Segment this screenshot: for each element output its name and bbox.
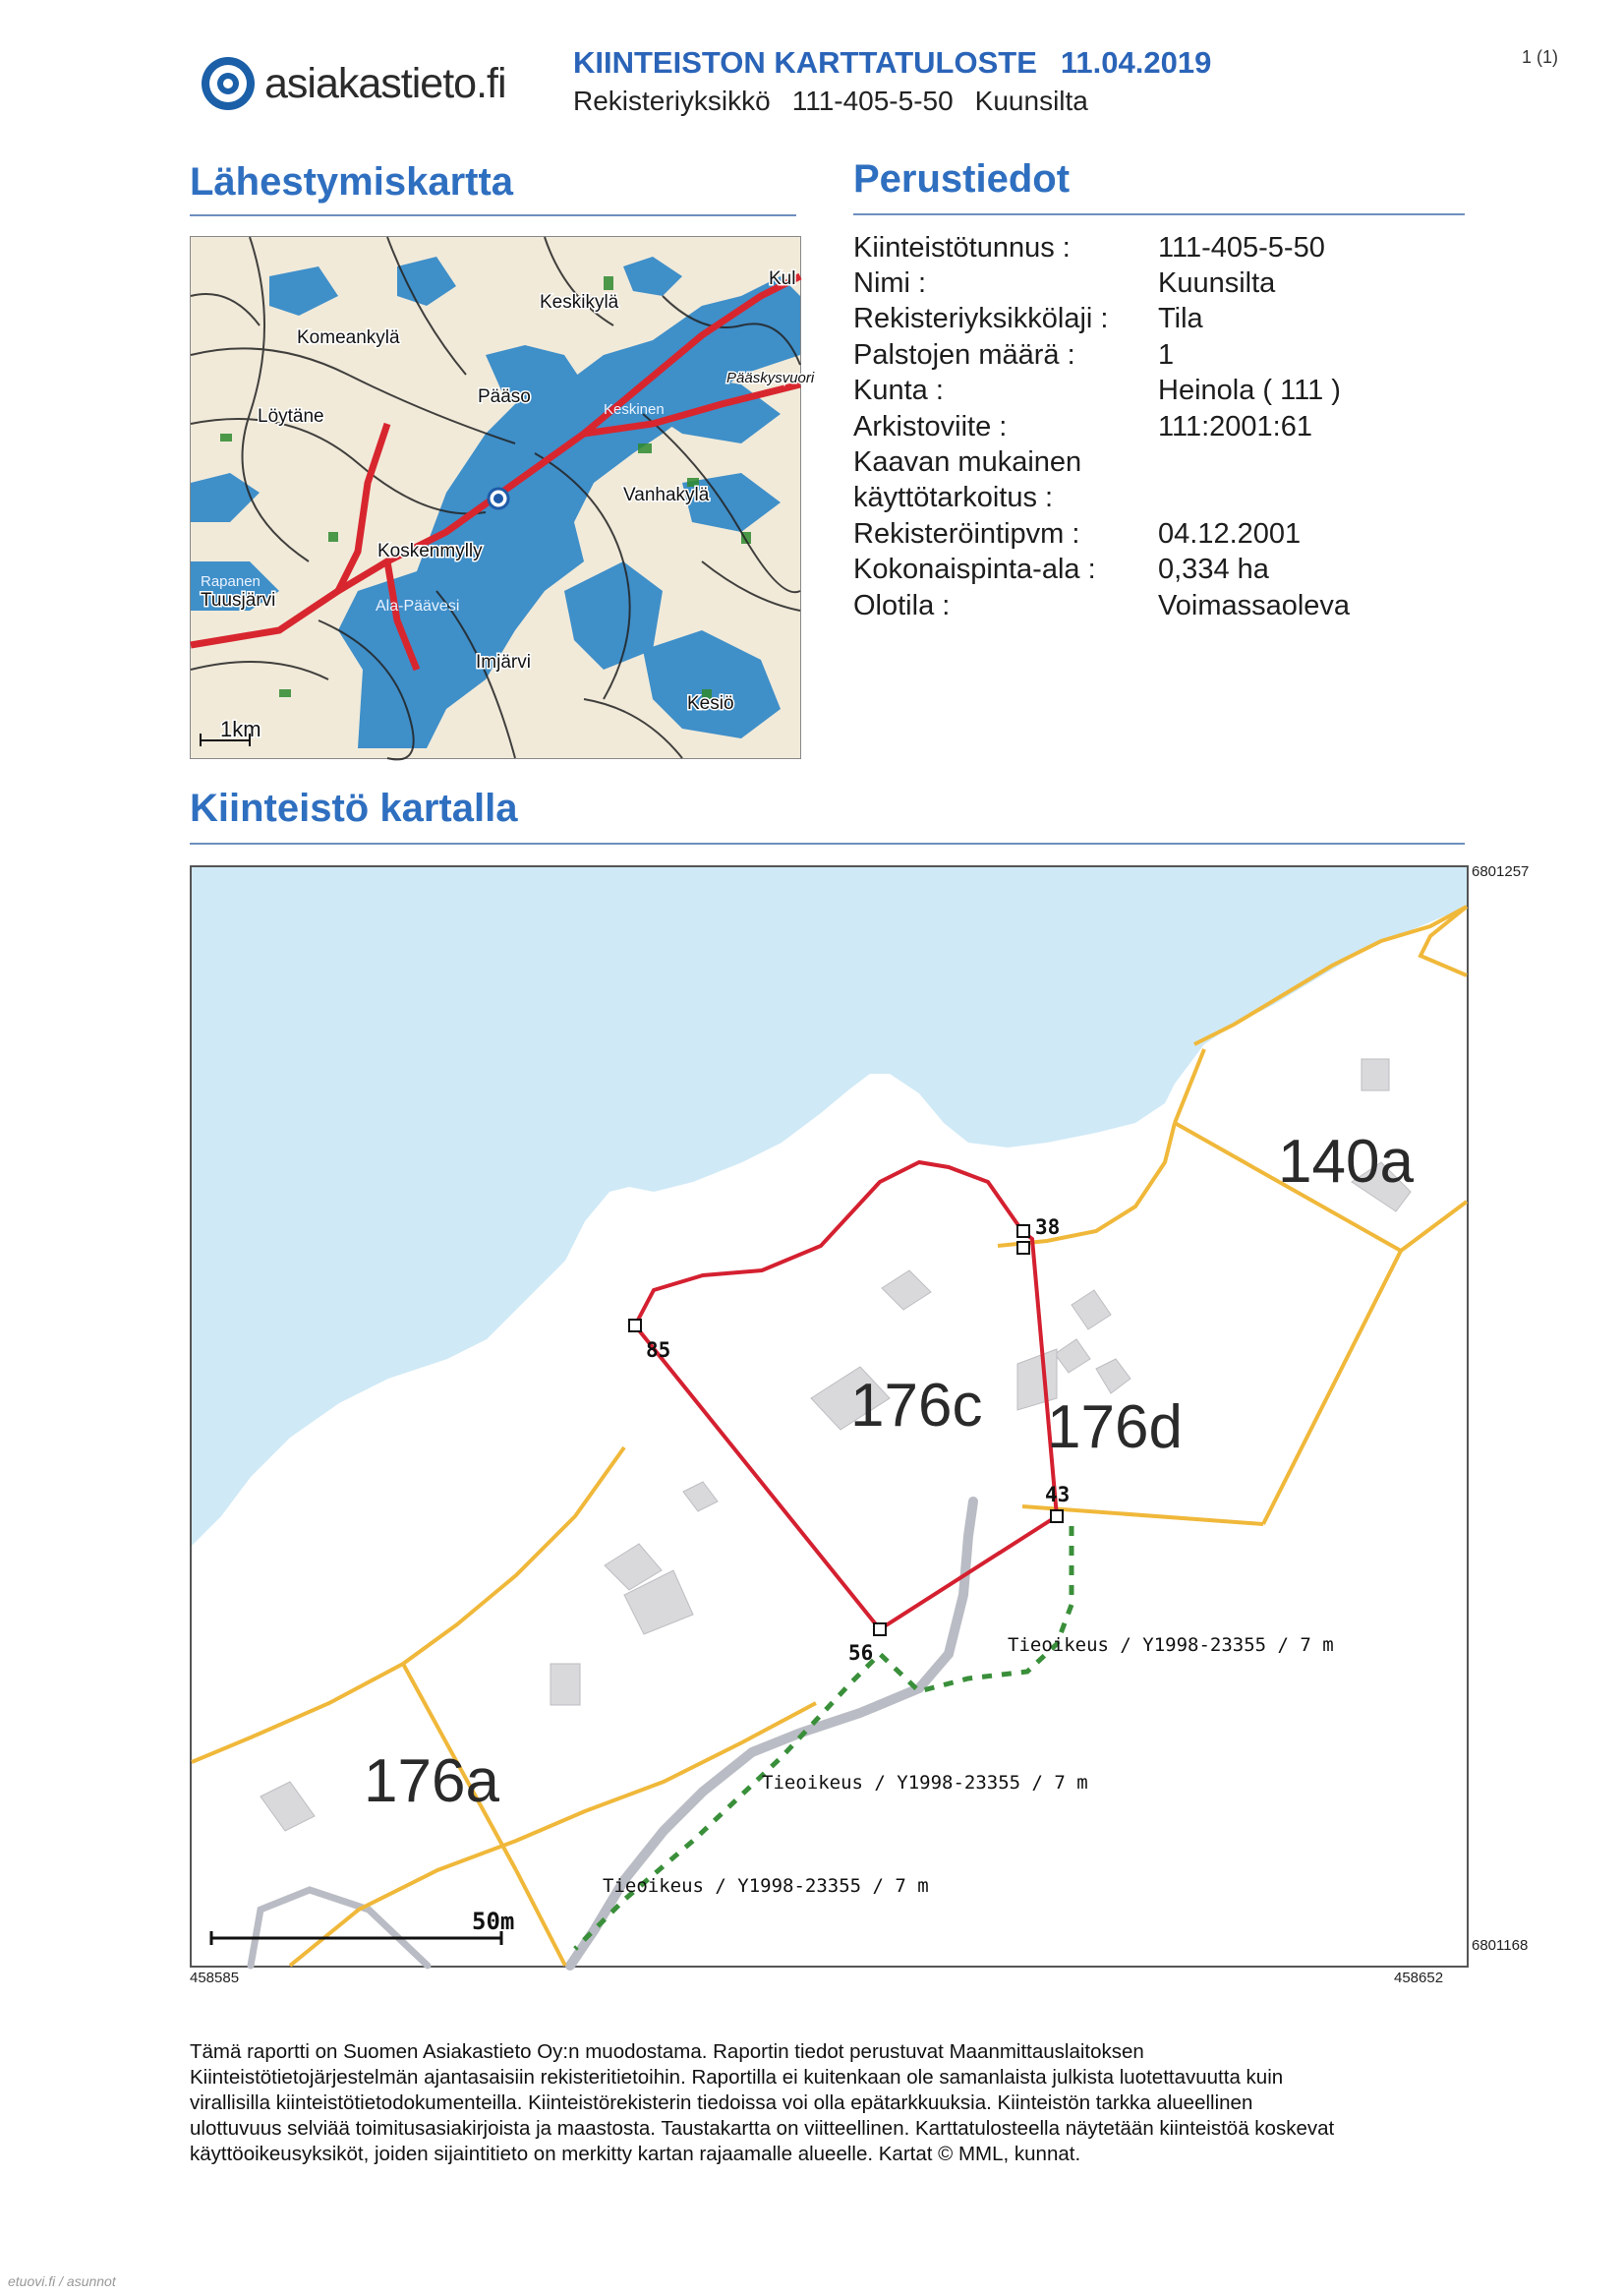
overview-map-title: Lähestymiskartta <box>190 160 514 204</box>
map-label: Pääso <box>478 386 531 407</box>
map-label: Vanhakylä <box>623 485 710 505</box>
map-label: Ala-Päävesi <box>376 598 460 615</box>
disclaimer-line: virallisilla kiinteistötietodokumenteilla. Kiinteistörekisterin tiedoissa voi olla epätarkkuuksia. Kiinteistön tarkka alueellinen <box>190 2091 1253 2114</box>
page-number: 1 (1) <box>1522 47 1559 67</box>
point-label: 43 <box>1045 1483 1071 1506</box>
basic-info-title: Perustiedot <box>853 157 1071 201</box>
subtitle-name: Kuunsilta <box>974 86 1088 116</box>
parcel-label: 176d <box>1047 1393 1183 1461</box>
coord-bottom-right: 6801168 <box>1472 1937 1529 1954</box>
map-label: Koskenmylly <box>377 541 483 561</box>
info-label: Kunta : <box>853 375 944 406</box>
map-label: Kesiö <box>687 693 734 714</box>
map-label: Löytäne <box>258 406 324 427</box>
coord-bottom-mid: 458652 <box>1394 1970 1444 1986</box>
document-title-main: KIINTEISTON KARTTATULOSTE <box>573 45 1037 80</box>
info-label: Palstojen määrä : <box>853 339 1075 371</box>
disclaimer-line: käyttöoikeusyksiköt, joiden sijaintitieto on merkitty kartan rajaamalle alueelle. Kartat © MML, kunnat. <box>190 2143 1081 2165</box>
point-label: 85 <box>646 1338 671 1362</box>
watermark-stamp: etuovi.fi / asunnot <box>8 2273 116 2289</box>
logo-icon <box>202 57 255 110</box>
info-value: Voimassaoleva <box>1158 590 1351 621</box>
info-label: käyttötarkoitus : <box>853 482 1054 513</box>
info-value: Heinola ( 111 ) <box>1158 375 1341 406</box>
scale-label: 50m <box>472 1908 515 1935</box>
parcel-label: 140a <box>1278 1128 1414 1196</box>
point-label: 38 <box>1035 1215 1061 1239</box>
map-label: Rapanen <box>201 573 261 590</box>
coord-bottom-left: 458585 <box>190 1970 240 1986</box>
info-label: Kokonaispinta-ala : <box>853 554 1096 585</box>
info-value: 04.12.2001 <box>1158 518 1302 550</box>
info-value: Kuunsilta <box>1158 267 1276 299</box>
property-map <box>190 865 1469 1968</box>
property-map-title: Kiinteistö kartalla <box>190 787 518 830</box>
easement-label: Tieoikeus / Y1998-23355 / 7 m <box>1008 1634 1334 1656</box>
parcel-label: 176c <box>850 1372 983 1440</box>
disclaimer-line: Kiinteistötietojärjestelmän ajantasaisiin rekisteritietoihin. Raportilla ei kuitenkaan ole samanlaista julkista luotettavuutta kuin <box>190 2066 1284 2089</box>
disclaimer-text <box>190 2039 1468 2167</box>
info-value: 1 <box>1158 339 1175 371</box>
map-label: Keskikylä <box>540 292 619 313</box>
coord-top-right: 6801257 <box>1472 863 1530 880</box>
info-label: Kaavan mukainen <box>853 446 1082 478</box>
map-label: Imjärvi <box>476 652 531 673</box>
map-label: Kul <box>769 268 796 289</box>
map-label: Tuusjärvi <box>201 590 276 611</box>
info-value: 111:2001:61 <box>1158 411 1312 442</box>
info-value: 111-405-5-50 <box>1158 232 1325 264</box>
divider <box>190 214 796 216</box>
info-label: Olotila : <box>853 590 951 621</box>
info-value: Tila <box>1158 303 1203 334</box>
map-label: Pääskysvuori <box>726 370 815 386</box>
subtitle-label: Rekisteriyksikkö <box>573 86 771 116</box>
info-label: Rekisteröintipvm : <box>853 518 1080 550</box>
easement-label: Tieoikeus / Y1998-23355 / 7 m <box>762 1772 1088 1794</box>
point-label: 56 <box>848 1641 874 1665</box>
map-label: Komeankylä <box>297 327 400 348</box>
divider <box>190 843 1465 845</box>
map-label: Keskinen <box>604 401 665 418</box>
info-label: Arkistoviite : <box>853 411 1008 442</box>
logo-text: asiakastieto.fi <box>264 59 506 107</box>
info-value: 0,334 ha <box>1158 554 1269 585</box>
logo <box>202 49 526 118</box>
info-label: Kiinteistötunnus : <box>853 232 1071 264</box>
property-map-graphic <box>192 867 1467 1966</box>
document-subtitle <box>573 86 1110 117</box>
water-area <box>192 867 1467 1546</box>
divider <box>853 213 1465 215</box>
parcel-label: 176a <box>364 1747 499 1815</box>
easement-label: Tieoikeus / Y1998-23355 / 7 m <box>603 1875 929 1897</box>
document-title <box>573 45 1235 81</box>
subtitle-id: 111-405-5-50 <box>791 86 954 116</box>
info-label: Rekisteriyksikkölaji : <box>853 303 1109 334</box>
document-date: 11.04.2019 <box>1060 45 1212 80</box>
disclaimer-line: ulottuvuus selviää toimitusasiakirjoista ja maastosta. Taustakartta on viitteellinen. Karttatulosteella näytetään kiinteistöä koskevat <box>190 2117 1335 2140</box>
info-label: Nimi : <box>853 267 927 299</box>
overview-map <box>190 236 815 759</box>
overview-map-graphic <box>191 237 815 758</box>
disclaimer-line: Tämä raportti on Suomen Asiakastieto Oy:n muodostama. Raportin tiedot perustuvat Maanmittauslaitoksen <box>190 2040 1144 2063</box>
map-scale-label: 1km <box>220 717 261 741</box>
